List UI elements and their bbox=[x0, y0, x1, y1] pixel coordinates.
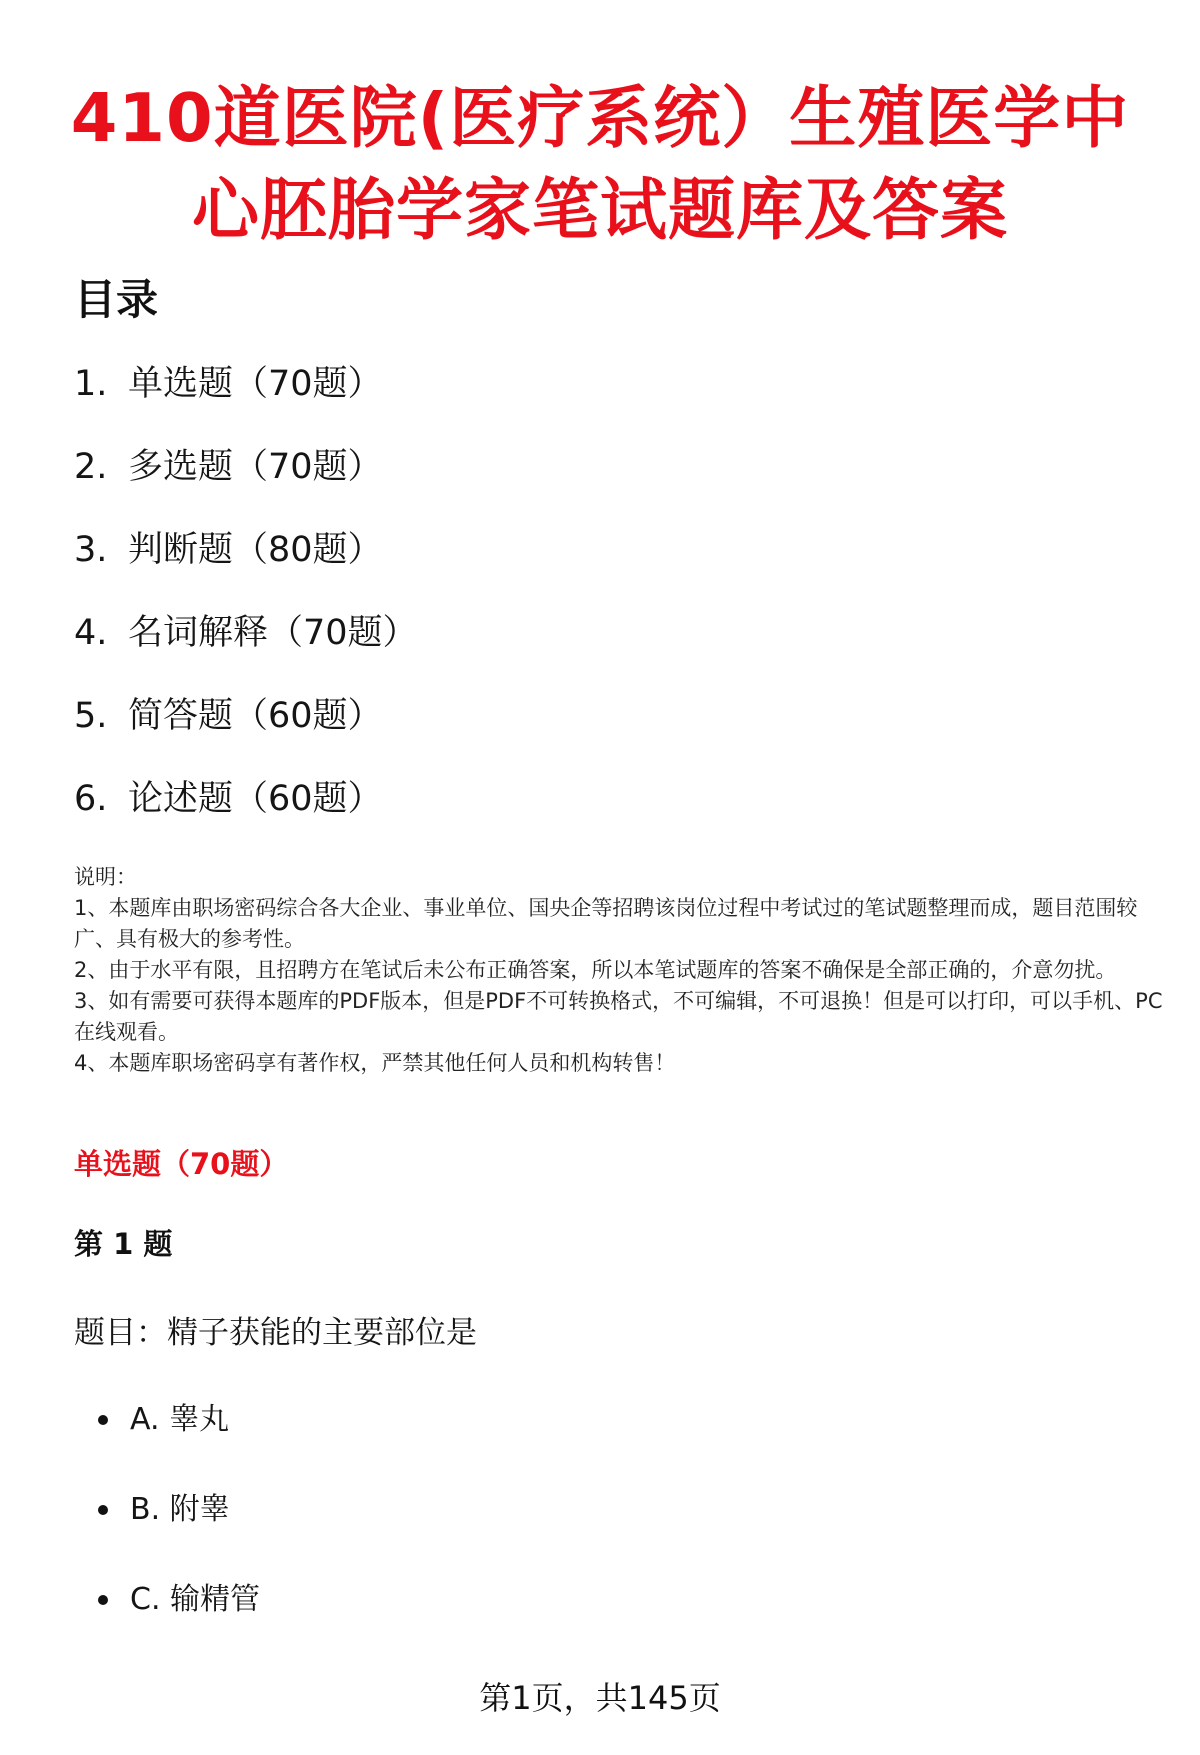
question-number: 第 1 题 bbox=[74, 1227, 173, 1261]
notes-heading: 说明： bbox=[74, 865, 137, 889]
answer-option bbox=[98, 1489, 260, 1579]
toc-heading: 目录 bbox=[74, 275, 159, 324]
toc-item bbox=[74, 526, 418, 609]
answer-option-label: C. 输精管 bbox=[130, 1582, 261, 1617]
toc-item bbox=[74, 609, 418, 692]
notes-block bbox=[74, 862, 1164, 1079]
toc-item-number: 3. bbox=[74, 530, 108, 570]
answer-options bbox=[98, 1399, 260, 1669]
toc-item bbox=[74, 692, 418, 775]
toc-item bbox=[74, 775, 418, 858]
bullet-icon bbox=[98, 1505, 108, 1515]
toc-item-label: 简答题（60题） bbox=[128, 696, 383, 736]
notes-line: 2、由于水平有限，且招聘方在笔试后未公布正确答案，所以本笔试题库的答案不确保是全部正确的，介意勿扰。 bbox=[74, 958, 1117, 982]
toc-item-number: 5. bbox=[74, 696, 108, 736]
toc-item-number: 4. bbox=[74, 613, 108, 653]
notes-line: 1、本题库由职场密码综合各大企业、事业单位、国央企等招聘该岗位过程中考试过的笔试题整理而成，题目范围较广、具有极大的参考性。 bbox=[74, 896, 1138, 951]
question-text: 题目：精子获能的主要部位是 bbox=[74, 1315, 477, 1351]
toc-item-label: 多选题（70题） bbox=[128, 447, 383, 487]
toc-item-label: 判断题（80题） bbox=[128, 530, 383, 570]
toc-item-number: 2. bbox=[74, 447, 108, 487]
answer-option bbox=[98, 1579, 260, 1669]
toc-item-number: 6. bbox=[74, 779, 108, 819]
toc-item bbox=[74, 443, 418, 526]
bullet-icon bbox=[98, 1595, 108, 1605]
notes-line: 4、本题库职场密码享有著作权，严禁其他任何人员和机构转售！ bbox=[74, 1051, 676, 1075]
toc-item-number: 1. bbox=[74, 364, 108, 404]
document-title: 410道医院(医疗系统）生殖医学中心胚胎学家笔试题库及答案 bbox=[70, 79, 1130, 249]
answer-option-label: A. 睾丸 bbox=[130, 1402, 230, 1437]
page-footer: 第1页，共145页 bbox=[479, 1679, 721, 1717]
toc-item-label: 单选题（70题） bbox=[128, 364, 383, 404]
notes-line: 3、如有需要可获得本题库的PDF版本，但是PDF不可转换格式，不可编辑，不可退换！但是可以打印，可以手机、PC在线观看。 bbox=[74, 989, 1163, 1044]
toc-item bbox=[74, 360, 418, 443]
table-of-contents bbox=[74, 360, 418, 858]
answer-option bbox=[98, 1399, 260, 1489]
section-heading: 单选题（70题） bbox=[74, 1147, 289, 1181]
toc-item-label: 名词解释（70题） bbox=[128, 613, 418, 653]
bullet-icon bbox=[98, 1415, 108, 1425]
toc-item-label: 论述题（60题） bbox=[128, 779, 383, 819]
answer-option-label: B. 附睾 bbox=[130, 1492, 230, 1527]
